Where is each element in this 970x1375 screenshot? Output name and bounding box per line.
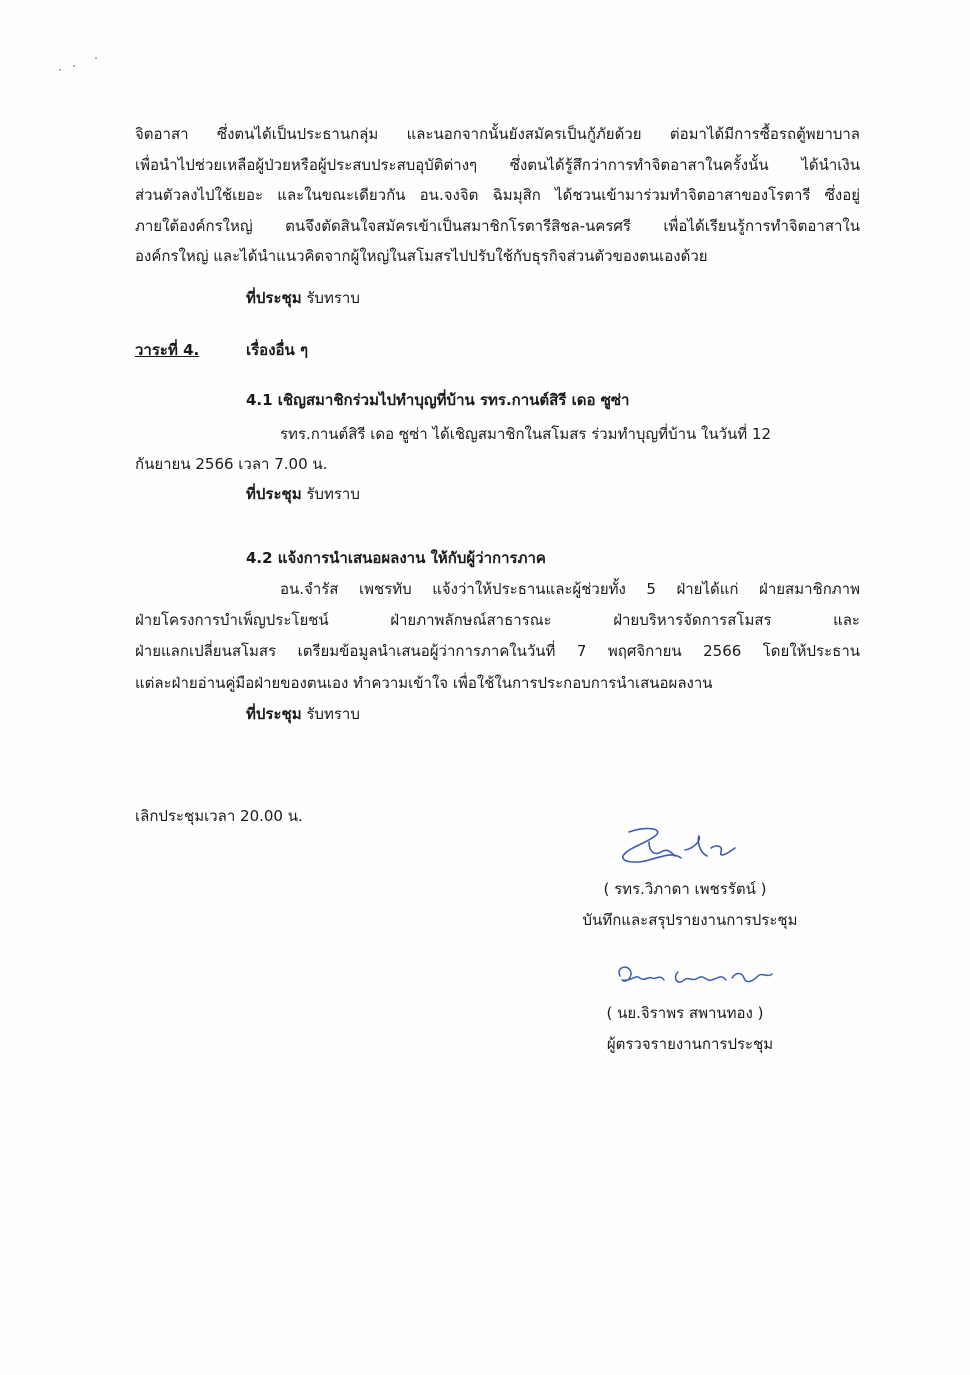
intro-line: เพื่อนำไปช่วยเหลือผู้ป่วยหรือผู้ประสบประสบอุบัติต่างๆ ซึ่งตนได้รู้สึกว่าการทำจิตอาสาในครั้งนั้น ได้นำเงิน xyxy=(135,156,860,174)
speck xyxy=(73,65,75,67)
resolution-label: ที่ประชุม xyxy=(246,705,302,723)
signature-2-image xyxy=(612,958,782,994)
signature-2-role: ผู้ตรวจรายงานการประชุม xyxy=(606,1035,774,1053)
item-4-1-line: รทร.กานต์สิรี เดอ ซูซ่า ได้เชิญสมาชิกในสโมสร ร่วมทำบุญที่บ้าน ในวันที่ 12 xyxy=(280,425,772,443)
resolution-label: ที่ประชุม xyxy=(246,485,302,503)
item-4-2-line: ฝ่ายโครงการบำเพ็ญประโยชน์ ฝ่ายภาพลักษณ์สาธารณะ ฝ่ายบริหารจัดการสโมสร และ xyxy=(135,611,860,629)
intro-line: ภายใต้องค์กรใหญ่ ตนจึงตัดสินใจสมัครเข้าเป็นสมาชิกโรตารีสิชล-นครศรี เพื่อได้เรียนรู้การทำจิตอาสาใน xyxy=(135,217,860,235)
item-4-2-line: แต่ละฝ่ายอ่านคู่มือฝ่ายของตนเอง ทำความเข้าใจ เพื่อใช้ในการประกอบการนำเสนอผลงาน xyxy=(135,674,713,692)
scan-speck-marks xyxy=(55,55,115,75)
signature-1-role: บันทึกและสรุปรายงานการประชุม xyxy=(582,911,798,929)
agenda-title: เรื่องอื่น ๆ xyxy=(246,341,309,359)
item-4-1-line: กันยายน 2566 เวลา 7.00 น. xyxy=(135,455,328,473)
intro-line: องค์กรใหญ่ และได้นำแนวคิดจากผู้ใหญ่ในสโมสรไปปรับใช้กับธุรกิจส่วนตัวของตนเองด้วย xyxy=(135,247,708,265)
resolution-text: รับทราบ xyxy=(306,289,360,307)
signature-1-image xyxy=(615,822,745,872)
signature-1-name: ( รทร.วิภาดา เพชรรัตน์ ) xyxy=(603,880,767,898)
agenda-number: วาระที่ 4. xyxy=(135,341,200,359)
item-4-2-heading: 4.2 แจ้งการนำเสนอผลงาน ให้กับผู้ว่าการภาค xyxy=(246,549,546,567)
item-4-1-heading: 4.1 เชิญสมาชิกร่วมไปทำบุญที่บ้าน รทร.กานต์สิรี เดอ ซูซ่า xyxy=(246,391,630,409)
signature-2-name: ( นย.จิราพร สพานทอง ) xyxy=(606,1004,764,1022)
speck xyxy=(59,69,61,71)
closing-time: เลิกประชุมเวลา 20.00 น. xyxy=(135,807,303,825)
intro-resolution xyxy=(246,288,360,308)
intro-line: ส่วนตัวลงไปใช้เยอะ และในขณะเดียวกัน อน.จงจิต ฉิมมุสิก ได้ชวนเข้ามาร่วมทำจิตอาสาของโรตารี ซึ่งอยู่ xyxy=(135,186,860,204)
item-4-1-resolution xyxy=(246,484,360,504)
item-4-2-resolution xyxy=(246,704,360,724)
item-4-2-line: อน.จำรัส เพชรทับ แจ้งว่าให้ประธานและผู้ช่วยทั้ง 5 ฝ่ายได้แก่ ฝ่ายสมาชิกภาพ xyxy=(280,580,860,598)
intro-line: จิตอาสา ซึ่งตนได้เป็นประธานกลุ่ม และนอกจากนั้นยังสมัครเป็นกู้ภัยด้วย ต่อมาได้มีการซื้อรถตู้พยาบาล xyxy=(135,125,860,143)
speck xyxy=(95,57,97,59)
resolution-label: ที่ประชุม xyxy=(246,289,302,307)
item-4-2-line: ฝ่ายแลกเปลี่ยนสโมสร เตรียมข้อมูลนำเสนอผู้ว่าการภาคในวันที่ 7 พฤศจิกายน 2566 โดยให้ประธาน xyxy=(135,642,860,660)
resolution-text: รับทราบ xyxy=(306,485,360,503)
resolution-text: รับทราบ xyxy=(306,705,360,723)
